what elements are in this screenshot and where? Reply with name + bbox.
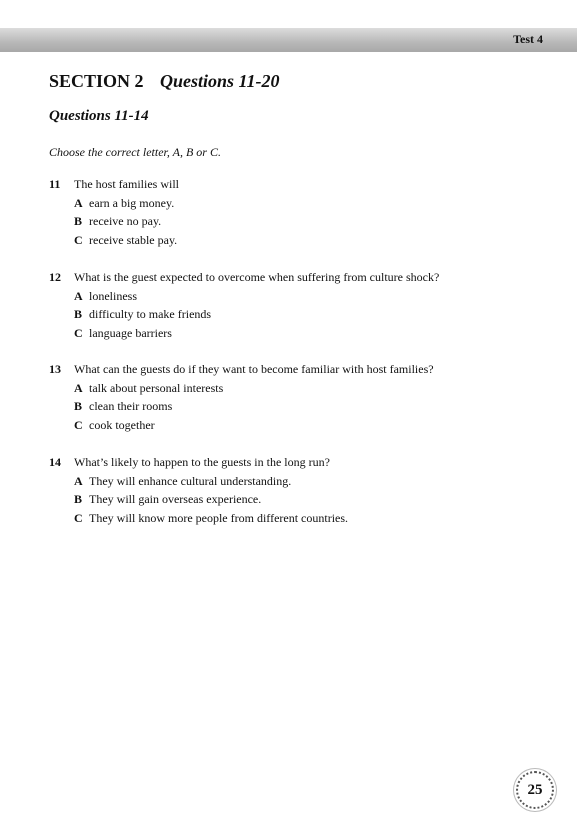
questions-range: Questions 11-20 [160,71,280,91]
option-letter: A [74,380,83,395]
question-text: What can the guests do if they want to become familiar with host families? [74,362,434,376]
option-text: loneliness [89,288,137,303]
question-14 [49,453,348,527]
option-c [49,324,439,343]
option-text: difficulty to make friends [89,307,212,322]
question-11 [49,175,179,249]
option-letter: A [74,473,83,488]
question-number: 11 [49,177,61,191]
option-c [49,416,434,435]
question-number: 12 [49,270,61,284]
option-a [49,287,439,306]
option-b [49,212,179,231]
question-text: What is the guest expected to overcome when suffering from culture shock? [74,270,440,284]
question-13 [49,360,434,434]
option-text: They will enhance cultural understanding. [89,473,292,488]
option-b [49,490,348,509]
option-letter: C [74,510,83,525]
option-letter: A [74,288,83,303]
page-number-badge [516,771,554,809]
page-number: 25 [527,781,543,798]
option-letter: B [74,399,83,414]
option-text: They will know more people from different countries. [89,510,349,525]
option-text: They will gain overseas experience. [89,492,262,507]
instruction-text: Choose the correct letter, A, B or C. [49,145,221,159]
option-letter: C [74,232,83,247]
option-text: earn a big money. [89,195,175,210]
section-heading [49,71,280,92]
option-c [49,509,348,528]
option-c [49,231,179,250]
question-number: 13 [49,362,61,376]
option-text: receive stable pay. [89,232,178,247]
question-text: The host families will [74,177,179,191]
option-b [49,397,434,416]
option-a [49,194,179,213]
option-letter: B [74,307,83,322]
option-b [49,305,439,324]
option-letter: C [74,417,83,432]
question-number: 14 [49,455,61,469]
option-letter: B [74,492,83,507]
question-text: What’s likely to happen to the guests in the long run? [74,455,330,469]
option-text: talk about personal interests [89,380,224,395]
option-a [49,379,434,398]
option-text: language barriers [89,325,172,340]
test-label: Test 4 [513,32,543,46]
option-letter: C [74,325,83,340]
subsection-title: Questions 11-14 [49,108,149,124]
header-band [0,28,577,52]
option-a [49,472,348,491]
option-text: receive no pay. [89,214,162,229]
question-12 [49,268,439,342]
option-text: cook together [89,417,155,432]
section-title: SECTION 2 [49,71,144,91]
option-letter: B [74,214,83,229]
option-letter: A [74,195,83,210]
option-text: clean their rooms [89,399,173,414]
